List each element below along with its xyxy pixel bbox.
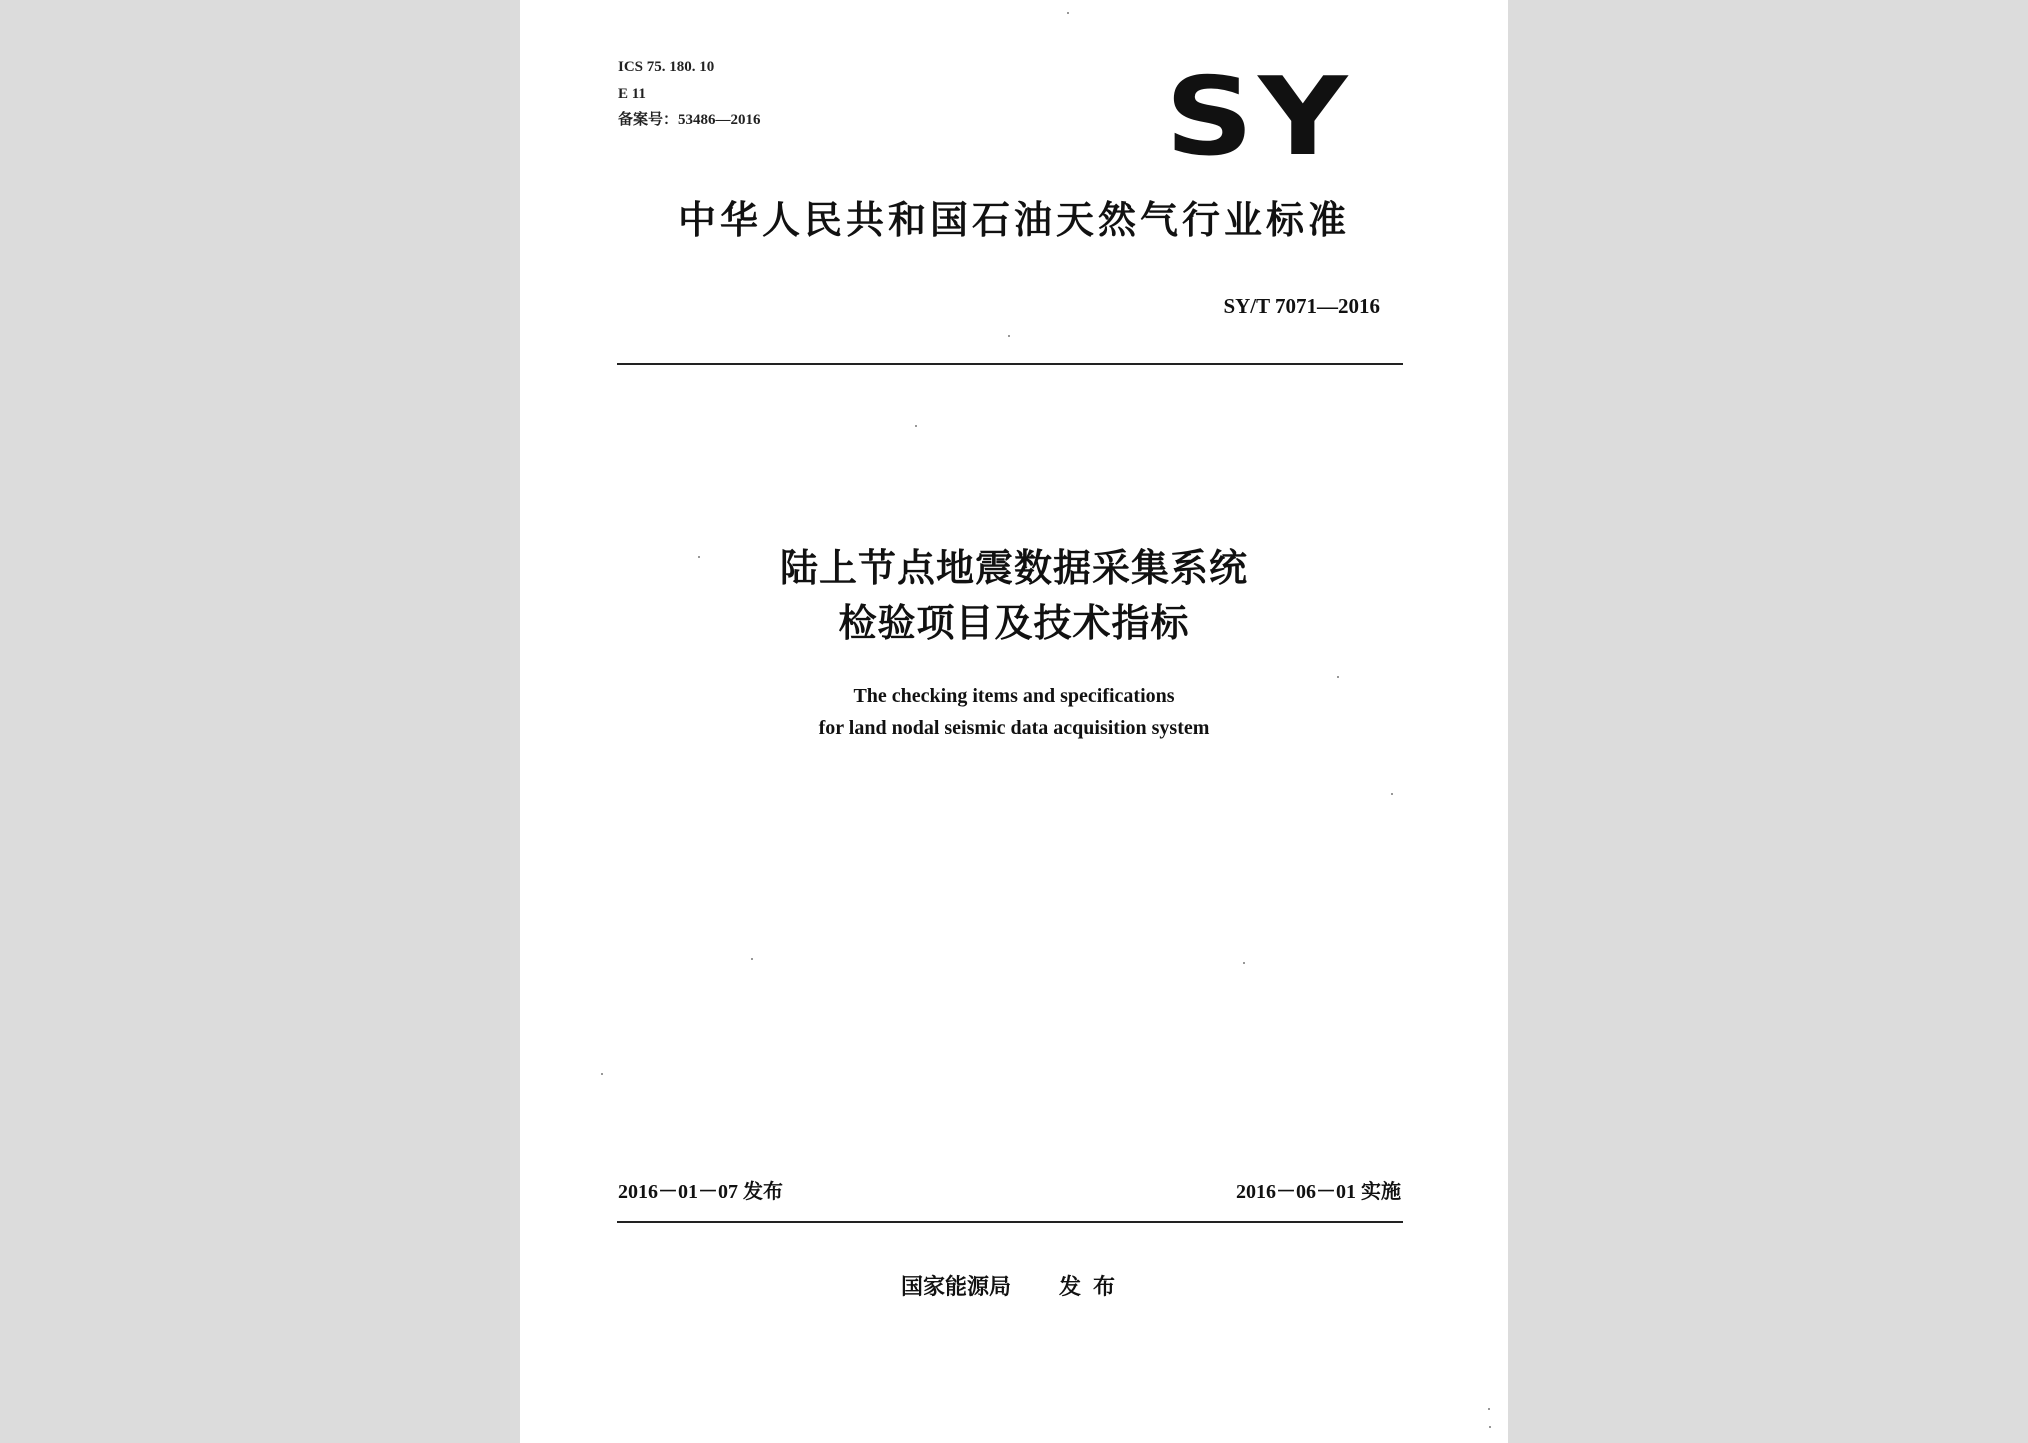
scan-speck <box>601 1073 603 1075</box>
scan-speck <box>1337 676 1339 678</box>
scan-speck <box>1243 962 1245 964</box>
scan-speck <box>1391 793 1393 795</box>
standard-number: SY/T 7071—2016 <box>1223 294 1380 318</box>
scan-speck <box>1488 1408 1490 1410</box>
bottom-divider <box>617 1221 1403 1223</box>
publisher-name: 国家能源局 <box>900 1275 1011 1300</box>
document-title-en-line2: for land nodal seismic data acquisition system <box>818 717 1210 739</box>
document-title-cn-line1: 陆上节点地震数据采集系统 <box>779 546 1248 590</box>
top-divider <box>617 363 1403 365</box>
document-page <box>520 0 1508 1443</box>
ics-code: ICS 75. 180. 10 <box>618 59 715 75</box>
standard-title: 中华人民共和国石油天然气行业标准 <box>677 198 1350 242</box>
document-title-en-line1: The checking items and specifications <box>853 685 1175 707</box>
publisher-line <box>520 1275 1508 1301</box>
scan-speck <box>915 425 917 427</box>
scan-speck <box>698 556 700 558</box>
scan-speck <box>1008 335 1010 337</box>
sy-logo: SY <box>1165 55 1352 180</box>
classification-code: E 11 <box>618 86 646 102</box>
publisher-action: 发布 <box>1059 1275 1128 1300</box>
scan-speck <box>1067 12 1069 14</box>
document-title-cn-line2: 检验项目及技术指标 <box>838 601 1190 645</box>
implementation-date: 2016－06－01 实施 <box>1236 1181 1401 1203</box>
issue-date: 2016－01－07 发布 <box>618 1181 783 1203</box>
record-number: 备案号：53486—2016 <box>618 112 761 128</box>
scan-speck <box>751 958 753 960</box>
scan-speck <box>1489 1426 1491 1428</box>
